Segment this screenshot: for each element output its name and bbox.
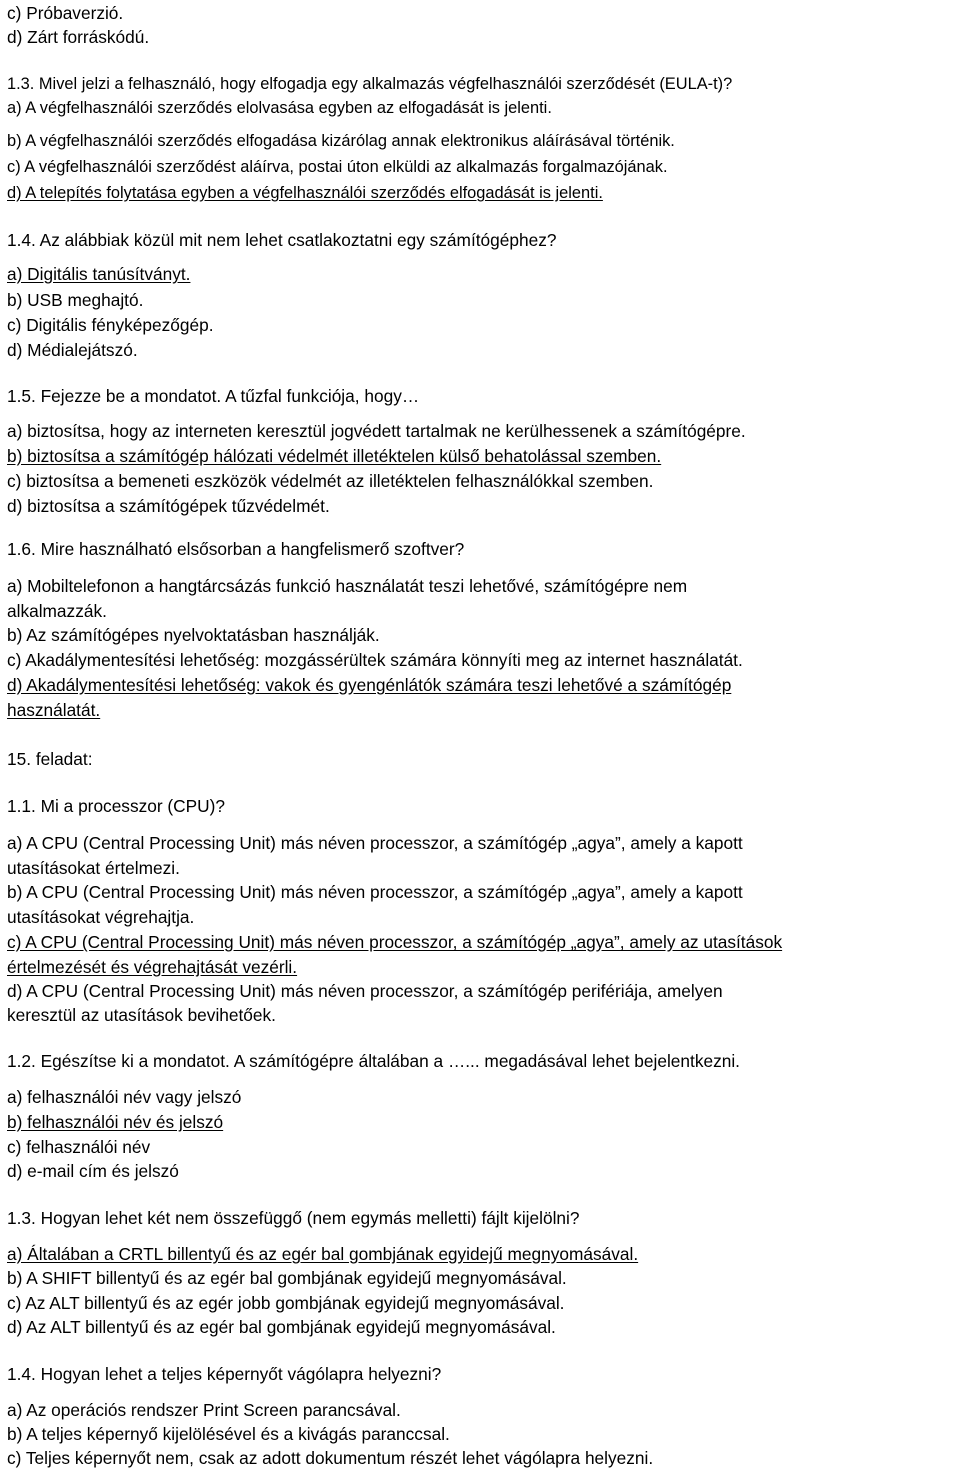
option-a-correct: a) Digitális tanúsítványt. [7,264,191,284]
option-d-line1: d) A CPU (Central Processing Unit) más néven processzor, a számítógép perifériája, amelyen [7,981,723,1001]
option-b: b) Az számítógépes nyelvoktatásban használják. [7,625,380,645]
option-a: a) Az operációs rendszer Print Screen parancsával. [7,1400,401,1420]
option-b: b) A végfelhasználói szerződés elfogadása kizárólag annak elektronikus aláírásával történik. [7,132,675,150]
option-a: a) felhasználói név vagy jelszó [7,1087,242,1107]
option-a-line1: a) A CPU (Central Processing Unit) más néven processzor, a számítógép „agya”, amely a kapott [7,833,743,853]
option-c: c) A végfelhasználói szerződést aláírva, postai úton elküldi az alkalmazás forgalmazójának. [7,158,668,176]
option-b-line2: utasításokat végrehajtja. [7,907,195,927]
option-a-line1: a) Mobiltelefonon a hangtárcsázás funkció használatát teszi lehetővé, számítógépre nem [7,576,688,596]
option-c: c) biztosítsa a bemeneti eszközök védelmét az illetéktelen felhasználókkal szemben. [7,471,654,491]
option-d: d) Zárt forráskódú. [7,27,150,47]
option-d: d) Médialejátszó. [7,340,138,360]
question-title: 1.4. Az alábbiak közül mit nem lehet csatlakoztatni egy számítógéphez? [7,230,557,250]
option-b: b) A SHIFT billentyű és az egér bal gombjának egyidejű megnyomásával. [7,1268,567,1288]
option-a-line2: alkalmazzák. [7,601,107,621]
option-c: c) Akadálymentesítési lehetőség: mozgássérültek számára könnyíti meg az internet használatát. [7,650,743,670]
question-title: 1.6. Mire használható elsősorban a hangfelismerő szoftver? [7,539,465,559]
option-d: d) e-mail cím és jelszó [7,1161,179,1181]
option-b: b) USB meghajtó. [7,290,144,310]
option-c-correct-line2: értelmezését és végrehajtását vezérli. [7,957,298,977]
option-b-correct: b) biztosítsa a számítógép hálózati védelmét illetéktelen külső behatolással szemben. [7,446,662,466]
option-c: c) Az ALT billentyű és az egér jobb gombjának egyidejű megnyomásával. [7,1293,565,1313]
option-d-correct-line1: d) Akadálymentesítési lehetőség: vakok és gyengénlátók számára teszi lehetővé a számítógép [7,675,732,695]
question-title: 1.3. Mivel jelzi a felhasználó, hogy elfogadja egy alkalmazás végfelhasználói szerződését (EULA-t)? [7,75,733,93]
question-title: 1.3. Hogyan lehet két nem összefüggő (nem egymás melletti) fájlt kijelölni? [7,1208,580,1228]
option-c: c) Digitális fényképezőgép. [7,315,214,335]
task-heading: 15. feladat: [7,749,93,769]
option-d-correct-line2: használatát. [7,700,101,720]
option-c: c) Próbaverzió. [7,3,124,23]
option-d: d) biztosítsa a számítógépek tűzvédelmét. [7,496,330,516]
option-c: c) felhasználói név [7,1137,151,1157]
option-c-correct-line1: c) A CPU (Central Processing Unit) más néven processzor, a számítógép „agya”, amely az utasítások [7,932,783,952]
option-b-correct: b) felhasználói név és jelszó [7,1112,224,1132]
question-title: 1.5. Fejezze be a mondatot. A tűzfal funkciója, hogy… [7,386,420,406]
option-d-correct: d) A telepítés folytatása egyben a végfelhasználói szerződés elfogadását is jelenti. [7,184,603,202]
option-b-line1: b) A CPU (Central Processing Unit) más néven processzor, a számítógép „agya”, amely a kapott [7,882,743,902]
question-title: 1.4. Hogyan lehet a teljes képernyőt vágólapra helyezni? [7,1364,442,1384]
option-a-correct: a) Általában a CRTL billentyű és az egér bal gombjának egyidejű megnyomásával. [7,1244,639,1264]
option-a: a) biztosítsa, hogy az interneten keresztül jogvédett tartalmak ne kerülhessenek a számítógépre. [7,421,746,441]
option-d-line2: keresztül az utasítások bevihetőek. [7,1005,276,1025]
option-a-line2: utasításokat értelmezi. [7,858,180,878]
question-title: 1.2. Egészítse ki a mondatot. A számítógépre általában a …... megadásával lehet bejelentkezni. [7,1051,740,1071]
option-d: d) Az ALT billentyű és az egér bal gombjának egyidejű megnyomásával. [7,1317,556,1337]
question-title: 1.1. Mi a processzor (CPU)? [7,796,225,816]
option-c: c) Teljes képernyőt nem, csak az adott dokumentum részét lehet vágólapra helyezni. [7,1448,654,1468]
option-b: b) A teljes képernyő kijelölésével és a kivágás paranccsal. [7,1424,450,1444]
option-a: a) A végfelhasználói szerződés elolvasása egyben az elfogadását is jelenti. [7,99,552,117]
